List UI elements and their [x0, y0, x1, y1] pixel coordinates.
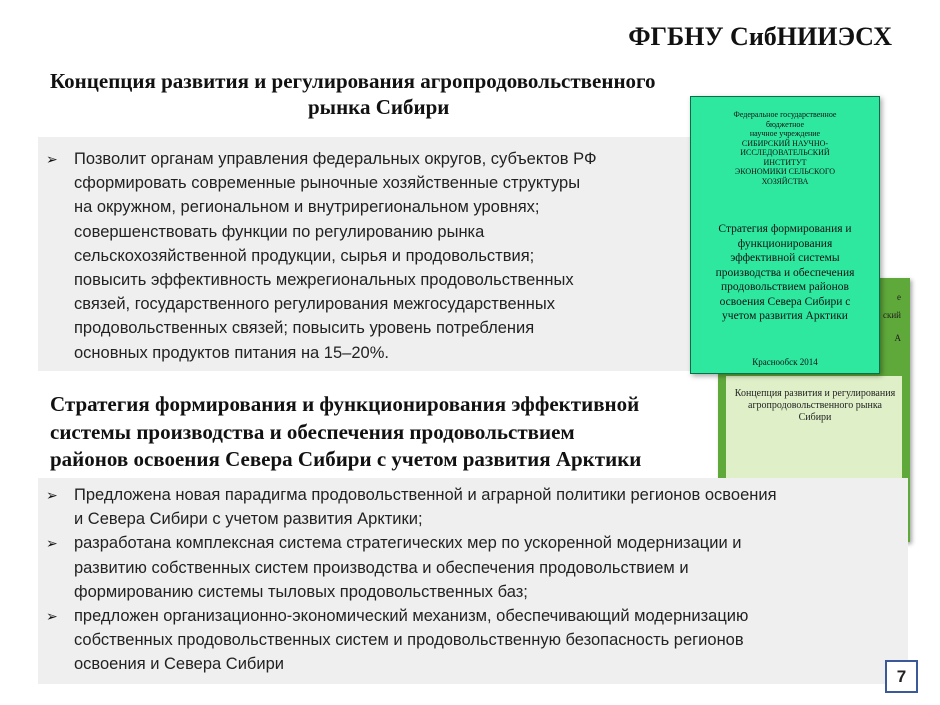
- section2-bullet-box: [38, 478, 908, 684]
- bullet-line: развитию собственных систем производства и обеспечения продовольствием и: [74, 558, 689, 577]
- bullet-arrow-icon: ➢: [46, 535, 58, 552]
- cover-text-fragment: е: [897, 292, 901, 302]
- book-title-line: учетом развития Арктики: [722, 310, 848, 322]
- section1-heading-line: рынка Сибири: [308, 95, 450, 119]
- bullet-line: основных продуктов питания на 15–20%.: [74, 343, 389, 362]
- bullet-item: [38, 531, 908, 604]
- institution-line: научное учреждение: [749, 129, 821, 138]
- book-title-line: освоения Севера Сибири с: [719, 295, 851, 308]
- bullet-item: [38, 604, 908, 677]
- cover-text-fragment: А: [894, 333, 901, 343]
- cover-text-fragment: ский: [883, 310, 901, 320]
- institution-line: ХОЗЯЙСТВА: [761, 176, 809, 186]
- section2-heading: [50, 391, 730, 474]
- bullet-line: предложен организационно-экономический механизм, обеспечивающий модернизацию: [74, 607, 749, 626]
- bullet-line: Предложена новая парадигма продовольственной и аграрной политики регионов освоения: [74, 486, 777, 504]
- book-back-title-line: агропродовольственного рынка: [748, 400, 882, 411]
- bullet-line: формированию системы тыловых продовольственных баз;: [74, 582, 528, 601]
- section2-heading-line: Стратегия формирования и функционирования эффективной: [50, 392, 640, 416]
- organization-title: ФГБНУ СибНИИЭСХ: [628, 22, 892, 51]
- book-title-line: функционирования: [737, 237, 833, 250]
- book-title-line: Стратегия формирования и: [718, 223, 852, 235]
- institution-line: ЭКОНОМИКИ СЕЛЬСКОГО: [734, 167, 836, 176]
- bullet-line: связей, государственного регулирования межгосударственных: [74, 295, 555, 314]
- bullet-arrow-icon: ➢: [46, 487, 58, 503]
- bullet-line: и Севера Сибири с учетом развития Арктики;: [74, 510, 423, 529]
- book-institution: [697, 110, 873, 186]
- bullet-line: повысить эффективность межрегиональных продовольственных: [74, 271, 574, 290]
- bullet-arrow-icon: ➢: [46, 151, 58, 167]
- bullet-line: продовольственных связей; повысить уровень потребления: [74, 319, 535, 338]
- book-back-title-line: Сибири: [798, 412, 832, 423]
- bullet-line: на окружном, региональном и внутрирегиональном уровнях;: [74, 198, 540, 217]
- bullet-arrow-icon: ➢: [46, 608, 58, 625]
- section2-heading-line: районов освоения Севера Сибири с учетом развития Арктики: [50, 447, 642, 471]
- institution-line: Федеральное государственное: [733, 110, 837, 119]
- bullet-item: [38, 483, 908, 531]
- page-number: 7: [885, 660, 918, 693]
- book-title-line: производства и обеспечения: [715, 266, 855, 279]
- section1-heading-line: Концепция развития и регулирования агропродовольственного: [50, 69, 656, 93]
- book-back-title-line: Концепция развития и регулирования: [734, 388, 896, 399]
- book-title-line: продовольствием районов: [721, 281, 849, 293]
- bullet-line: сельскохозяйственной продукции, сырья и продовольствия;: [74, 246, 535, 265]
- bullet-line: собственных продовольственных систем и продовольственную безопасность регионов: [74, 631, 744, 650]
- institution-line: СИБИРСКИЙ НАУЧНО-: [741, 138, 829, 148]
- section1-bullet-box: [38, 137, 710, 371]
- institution-line: ИССЛЕДОВАТЕЛЬСКИЙ: [740, 148, 830, 157]
- institution-line: ИНСТИТУТ: [763, 157, 807, 167]
- book-cover-front: [690, 96, 880, 374]
- book-front-title: [697, 222, 873, 324]
- book-title-line: эффективной системы: [730, 252, 840, 264]
- bullet-line: Позволит органам управления федеральных округов, субъектов РФ: [74, 150, 597, 168]
- section1-bullet-list: [38, 137, 710, 365]
- bullet-item: [38, 147, 710, 365]
- book-back-title: [728, 388, 902, 424]
- bullet-line: освоения и Севера Сибири: [74, 655, 284, 674]
- institution-line: бюджетное: [765, 119, 805, 129]
- book-city-year: Краснообск 2014: [752, 357, 818, 367]
- section1-heading: [50, 68, 770, 120]
- bullet-line: сформировать современные рыночные хозяйственные структуры: [74, 174, 581, 193]
- section2-bullet-list: [38, 478, 908, 677]
- section2-heading-line: системы производства и обеспечения продовольствием: [50, 419, 575, 444]
- bullet-line: разработана комплексная система стратегических мер по ускоренной модернизации и: [74, 534, 742, 553]
- bullet-line: совершенствовать функции по регулированию рынка: [74, 222, 485, 241]
